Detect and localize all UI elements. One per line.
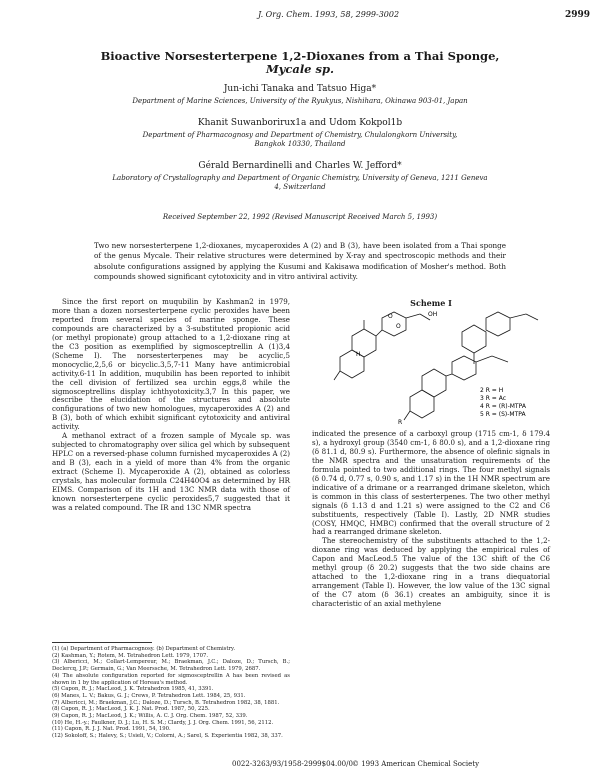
footnote: (10) He, H.-y.; Faulkner, D. J.; Lu, H. S. M.; Clardy, J. J. Org. Chem. 1991, 56, 2112. — [52, 719, 274, 726]
left-column-body — [52, 298, 290, 513]
substituent-label: 5 R = (S)-MTPA — [480, 411, 526, 418]
structure-label: R — [398, 419, 403, 426]
structure-2-drawing — [462, 312, 538, 364]
footnote: (6) Manes, L. V.; Bakus, G. J.; Crews, P. Tetrahedron Lett. 1984, 25, 931. — [52, 692, 246, 699]
left-paragraph-2: A methanol extract of a frozen sample of Mycale sp. was subjected to chromatography over silica gel which by subsequent HPLC on a reversed-phase column furnished mycaperoxides A (2) and B (3), each in a yield of more than 4% from the organic extract (Scheme I). Mycaperoxide A (2), obtained as colorless crystals, has molecular formula C24H40O4 as determined by HR EIMS. Comparison of its 1H and 13C NMR data with those of known norsesterterpene cyclic peroxides5,7 suggested that it was a related compound. The IR and 13C NMR spectra — [52, 431, 290, 512]
affiliation-2: Department of Pharmacognosy and Department of Chemistry, Chulalongkorn University, Bangkok 10330, Thailand — [142, 131, 458, 148]
title-line-2: Mycale sp. — [265, 62, 335, 76]
substituent-label: 4 R = (R)-MTPA — [480, 403, 526, 410]
footnote: (7) Albericci, M.; Braekman, J.C.; Daloze, D.; Tursch, B. Tetrahedron 1982, 38, 1881. — [52, 699, 280, 706]
footnote: (8) Capon, R. J.; MacLeod, J. K. J. Nat. Prod. 1987, 50, 225. — [52, 706, 210, 713]
author-group-2: Khanit Suwanborirux1a and Udom Kokpol1b — [197, 118, 403, 128]
footnote: (4) The absolute configuration reported for sigmosceptrellin A has been revised as shown in 1 by the application of Horeau's method. — [52, 672, 290, 686]
abstract: Two new norsesterterpene 1,2-dioxanes, mycaperoxides A (2) and B (3), have been isolated from a Thai sponge of the genus Mycale. Their relative structures were determined by X-ray and spectroscopic methods and their absolute configurations assigned by applying the Kusumi and Kakisawa modification of Mosher's method. Both compounds showed significant cytotoxicity and in vitro antiviral activity. — [94, 241, 506, 282]
right-column-body — [312, 430, 550, 609]
footnote: (9) Capon, R. J.; MacLeod, J. K.; Willis, A. C. J. Org. Chem. 1987, 52, 339. — [52, 713, 248, 720]
structure-label: H — [356, 351, 361, 358]
footnote: (5) Capon, R. J.; MacLeod, J. K. Tetrahedron 1985, 41, 3391. — [52, 686, 214, 693]
footnote: (12) Sokoloff, S.; Halevy, S.; Usieli, V.; Colorni, A.; Sarel, S. Experientia 1982, 38, 337. — [52, 733, 283, 740]
footer-code: 0022-3263/93/1958-2999$04.00/0 — [232, 760, 353, 768]
substituent-label: 2 R = H — [480, 387, 504, 394]
left-paragraph-1: Since the first report on muqubilin by Kashman2 in 1979, more than a dozen norsesterterpene cyclic peroxides have been reported from several species of marine sponge. These compounds are characterized by a 3-substituted propionic acid (or methyl propionate) group attached to a 1,2-dioxane ring at the C3 position as exemplified by sigmosceptrellin A (1)3,4 (Scheme I). The norsesterterpenes may be acyclic,5 monocyclic,2,5,6 or bicyclic.3,5,7-11 Many have antimicrobial activity.6-11 In addition, muqubilin has been reported to inhibit the cell division of fertilized sea urchin eggs,8 while the sigmosceptrellins display ichthyotoxicity.3,7 In this paper, we describe the elucidation of the structures and absolute configurations of two new homologues, mycaperoxides A (2) and B (3), both of which exhibit significant cytotoxicity and antiviral activity. — [52, 297, 290, 432]
footnote: (1) (a) Department of Pharmacognosy. (b) Department of Chemistry. — [52, 646, 236, 652]
article-title — [0, 50, 600, 76]
scheme-title: Scheme I — [410, 298, 452, 308]
right-paragraph-1: indicated the presence of a carboxyl group (1715 cm-1, δ 179.4 s), a hydroxyl group (3540 cm-1, δ 80.0 s), and a 1,2-dioxane ring (δ 81.1 d, 80.9 s). Furthermore, the absence of olefinic signals in the NMR spectra and the unsaturation requirements of the formula pointed to two additional rings. The four methyl signals (δ 0.74 d, 0.77 s, 0.90 s, and 1.17 s) in the 1H NMR spectrum are indicative of a drimane or a rearranged drimane skeleton, which is common in this class of sesterterpenes. The two other methyl signals (δ 1.13 d and 1.21 s) were assigned to the C2 and C6 substituents, respectively (Table I). Lastly, 2D NMR studies (COSY, HMQC, HMBC) confirmed that the overall structure of 2 had a rearranged drimane skeleton. — [312, 429, 550, 537]
affiliation-1: Department of Marine Sciences, University of the Ryukyus, Nishihara, Okinawa 903-01, Japan — [132, 97, 468, 105]
running-header: J. Org. Chem. 1993, 58, 2999-3002 — [258, 10, 400, 19]
footnote-divider — [52, 642, 152, 643]
substituent-label: 3 R = Ac — [480, 395, 507, 402]
footnote: (2) Kashman, Y.; Rotem, M. Tetrahedron Lett. 1979, 1707. — [52, 652, 209, 659]
received-date: Received September 22, 1992 (Revised Manuscript Received March 5, 1993) — [162, 213, 438, 221]
affiliation-3: Laboratory of Crystallography and Department of Organic Chemistry, University of Geneva, 1211 Geneva 4, Switzerland — [112, 174, 488, 191]
page-number: 2999 — [565, 10, 591, 20]
author-group-3: Gérald Bernardinelli and Charles W. Jefford* — [198, 161, 402, 171]
structure-label: OH — [428, 311, 438, 318]
structure-1-drawing — [334, 312, 430, 380]
footer-copyright: © 1993 American Chemical Society — [352, 760, 480, 768]
footnote: (3) Albericci, M.; Collart-Lempereur, M.; Braekman, J.C.; Daloze, D.; Tursch, B.; Declercq, J.P.; Germain, G.; Van Meerssche, M. Tetrahedron Lett. 1979, 2687. — [52, 659, 290, 673]
author-group-1: Jun-ichi Tanaka and Tatsuo Higa* — [223, 84, 377, 94]
title-line-1: Bioactive Norsesterterpene 1,2-Dioxanes from a Thai Sponge, — [100, 49, 500, 63]
scheme-structures — [312, 306, 550, 426]
structure-label: O — [388, 313, 393, 320]
right-paragraph-2: The stereochemistry of the substituents attached to the 1,2-dioxane ring was deduced by applying the empirical rules of Capon and MacLeod.5 The value of the 13C shift of the C6 methyl group (δ 20.2) suggests that the two side chains are attached to the 1,2-dioxane ring in a trans diequatorial arrangement (Table I). However, the low value of the 13C signal of the C7 atom (δ 36.1) creates an ambiguity, since it is characteristic of an axial methylene — [312, 536, 550, 609]
footnotes — [52, 646, 290, 740]
footnote: (11) Capon, R. J. J. Nat. Prod. 1991, 54, 190. — [52, 726, 171, 733]
structure-label: O — [396, 323, 401, 330]
